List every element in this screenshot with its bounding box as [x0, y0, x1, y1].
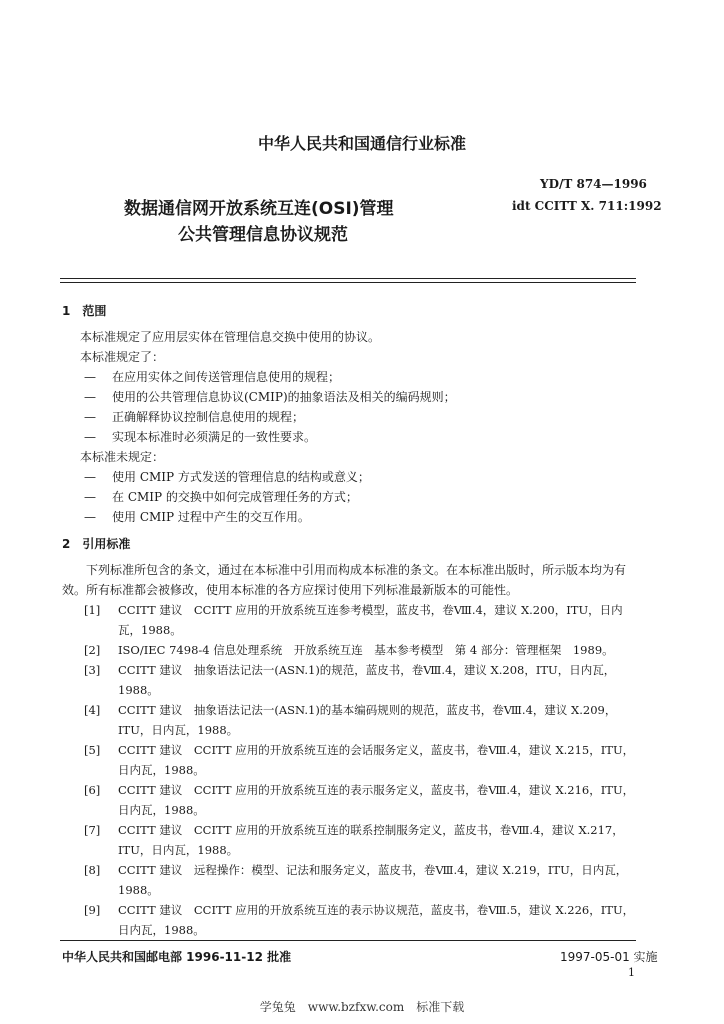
header-rule-top: [60, 278, 636, 279]
section-1-paragraph: 本标准未规定：: [80, 450, 165, 464]
list-item: — 在应用实体之间传送管理信息使用的规程；: [84, 370, 341, 384]
list-item: — 实现本标准时必须满足的一致性要求。: [84, 430, 317, 444]
approval-line: 中华人民共和国邮电部 1996-11-12 批准: [62, 950, 292, 964]
reference-item: [5] CCITT 建议 CCITT 应用的开放系统互连的会话服务定义，蓝皮书，卷Ⅷ.4，建议 X.215，ITU，日内瓦，1988。: [84, 743, 635, 777]
list-item: — 正确解释协议控制信息使用的规程；: [84, 410, 305, 424]
reference-item: [6] CCITT 建议 CCITT 应用的开放系统互连的表示服务定义，蓝皮书，卷Ⅷ.4，建议 X.216，ITU，日内瓦，1988。: [84, 783, 635, 817]
reference-item: [2] ISO/IEC 7498-4 信息处理系统 开放系统互连 基本参考模型 第 4 部分：管理框架 1989。: [84, 643, 614, 657]
reference-item: [3] CCITT 建议 抽象语法记法一(ASN.1)的规范，蓝皮书，卷Ⅷ.4，建议 X.208，ITU，日内瓦，1988。: [84, 663, 616, 697]
document-title-line1: 数据通信网开放系统互连(OSI)管理: [124, 199, 394, 219]
site-watermark: 学兔兔 www.bzfxw.com 标准下载: [259, 1000, 465, 1014]
page-number: 1: [628, 966, 635, 979]
header-rule-bottom: [60, 282, 636, 283]
section-2-heading: 2 引用标准: [62, 537, 131, 551]
section-2-intro: 下列标准所包含的条文，通过在本标准中引用而构成本标准的条文。在本标准出版时，所示版本均为有效。所有标准都会被修改，使用本标准的各方应探讨使用下列标准最新版本的可能性。: [62, 563, 627, 597]
footer-rule: [60, 940, 636, 941]
list-item: — 使用 CMIP 过程中产生的交互作用。: [84, 510, 310, 524]
idt-reference: idt CCITT X. 711:1992: [512, 199, 662, 213]
reference-item: [7] CCITT 建议 CCITT 应用的开放系统互连的联系控制服务定义，蓝皮书，卷Ⅷ.4，建议 X.217，ITU，日内瓦，1988。: [84, 823, 624, 857]
list-item: — 使用 CMIP 方式发送的管理信息的结构或意义；: [84, 470, 370, 484]
section-1-paragraph: 本标准规定了：: [80, 350, 165, 364]
list-item: — 使用的公共管理信息协议(CMIP)的抽象语法及相关的编码规则；: [84, 390, 456, 404]
reference-item: [9] CCITT 建议 CCITT 应用的开放系统互连的表示协议规范，蓝皮书，卷Ⅷ.5，建议 X.226，ITU，日内瓦，1988。: [84, 903, 635, 937]
reference-item: [1] CCITT 建议 CCITT 应用的开放系统互连参考模型，蓝皮书，卷Ⅷ.4，建议 X.200，ITU，日内瓦，1988。: [84, 603, 623, 637]
reference-item: [8] CCITT 建议 远程操作：模型、记法和服务定义，蓝皮书，卷Ⅷ.4，建议 X.219，ITU，日内瓦，1988。: [84, 863, 628, 897]
section-1-paragraph: 本标准规定了应用层实体在管理信息交换中使用的协议。: [80, 330, 381, 344]
section-1-heading: 1 范围: [62, 304, 107, 318]
reference-item: [4] CCITT 建议 抽象语法记法一(ASN.1)的基本编码规则的规范，蓝皮书，卷Ⅷ.4，建议 X.209，ITU，日内瓦，1988。: [84, 703, 617, 737]
implementation-date: 1997-05-01 实施: [560, 950, 658, 964]
org-title: 中华人民共和国通信行业标准: [257, 134, 466, 153]
list-item: — 在 CMIP 的交换中如何完成管理任务的方式；: [84, 490, 358, 504]
document-title-line2: 公共管理信息协议规范: [178, 225, 348, 245]
standard-number: YD/T 874—1996: [540, 177, 647, 191]
